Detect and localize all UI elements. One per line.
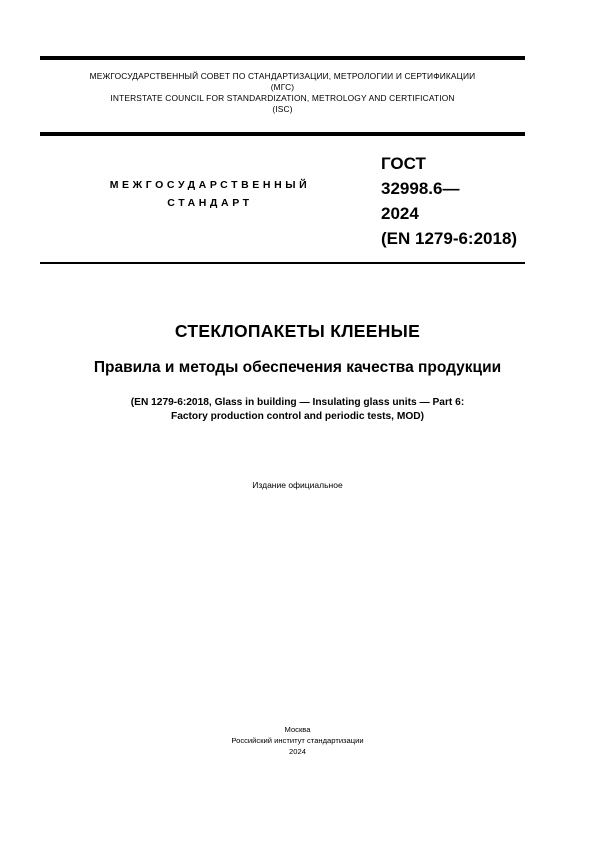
- designation-year: 2024: [381, 204, 419, 223]
- middle-rule: [40, 132, 525, 136]
- council-name-en: INTERSTATE COUNCIL FOR STANDARDIZATION, METROLOGY AND CERTIFICATION: [110, 93, 455, 103]
- international-reference-line1: (EN 1279-6:2018, Glass in building — Insulating glass units — Part 6:: [130, 397, 465, 408]
- imprint-year: 2024: [289, 747, 306, 756]
- council-header: [40, 71, 525, 115]
- council-abbr-ru: (МГС): [270, 82, 295, 92]
- bottom-rule: [40, 262, 525, 264]
- imprint-publisher: Российский институт стандартизации: [231, 736, 364, 745]
- designation-prefix: ГОСТ: [381, 154, 426, 173]
- international-reference-line2: Factory production control and periodic tests, MOD): [170, 411, 424, 422]
- imprint: [40, 724, 555, 757]
- council-name-ru: МЕЖГОСУДАРСТВЕННЫЙ СОВЕТ ПО СТАНДАРТИЗАЦИИ, МЕТРОЛОГИИ И СЕРТИФИКАЦИИ: [89, 71, 476, 81]
- document-title: СТЕКЛОПАКЕТЫ КЛЕЕНЫЕ: [174, 321, 421, 341]
- document-subtitle: Правила и методы обеспечения качества продукции: [93, 359, 502, 376]
- designation-equivalent: (EN 1279-6:2018): [381, 229, 518, 248]
- standard-kind-line2: СТАНДАРТ: [167, 197, 253, 209]
- international-reference: [40, 396, 555, 424]
- edition-label: Издание официальное: [252, 480, 343, 490]
- standard-designation: [381, 151, 517, 251]
- imprint-city: Москва: [284, 725, 311, 734]
- top-rule: [40, 56, 525, 60]
- council-abbr-en: (ISC): [272, 104, 293, 114]
- designation-number: 32998.6—: [381, 179, 460, 198]
- standard-kind: [70, 176, 350, 212]
- standard-kind-line1: МЕЖГОСУДАРСТВЕННЫЙ: [109, 179, 311, 191]
